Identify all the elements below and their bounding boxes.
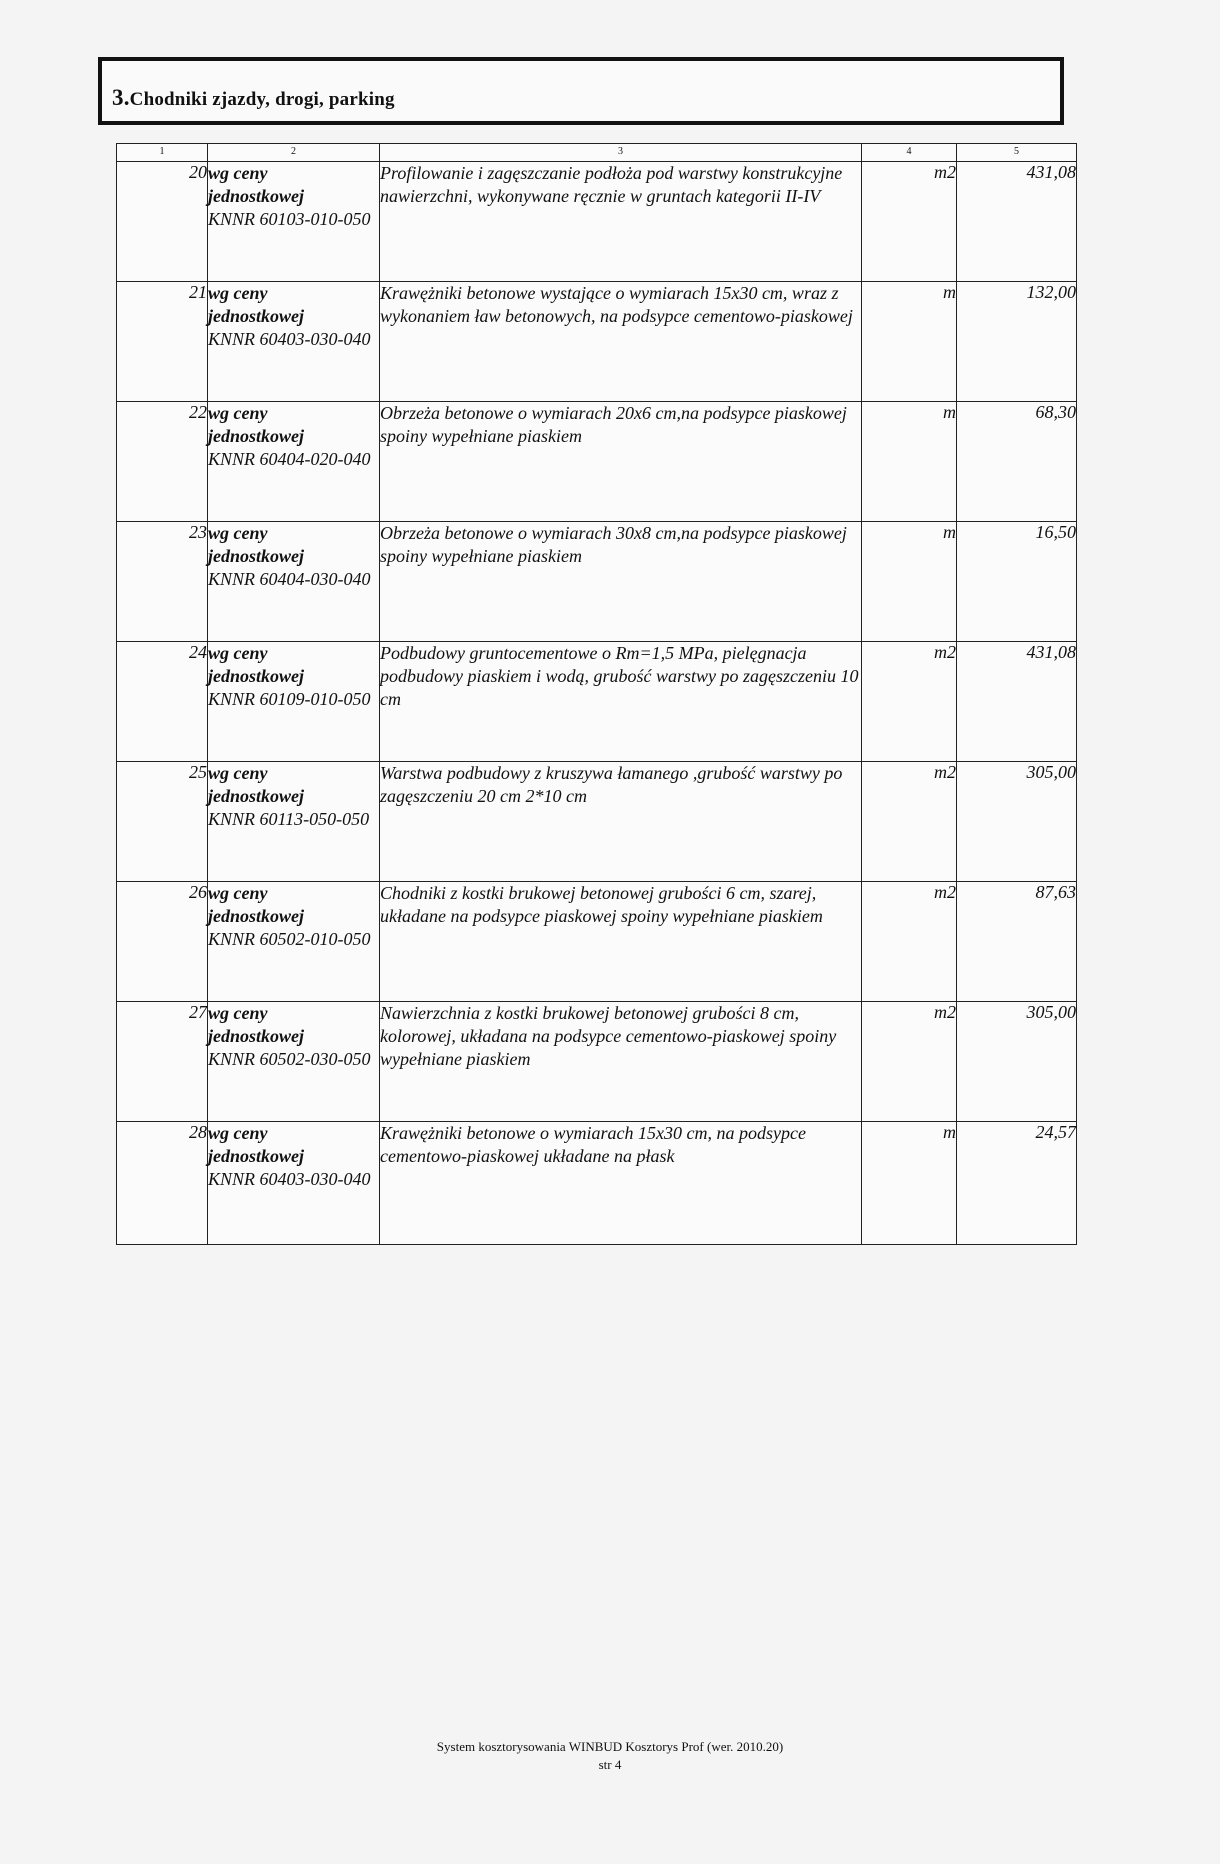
price-basis <box>208 1122 380 1245</box>
item-description: Krawężniki betonowe wystające o wymiarach 15x30 cm, wraz z wykonaniem ław betonowych, na podsypce cementowo-piaskowej <box>380 282 862 402</box>
footer-software-name: System kosztorysowania WINBUD Kosztorys Prof (wer. 2010.20) <box>436 1739 784 1754</box>
price-basis-line2: jednostkowej <box>208 546 305 566</box>
table-header-row <box>117 144 1077 162</box>
unit: m <box>862 522 957 642</box>
header-col-2: 2 <box>208 144 380 162</box>
item-description: Profilowanie i zagęszczanie podłoża pod warstwy konstrukcyjne nawierzchni, wykonywane ręcznie w gruntach kategorii II-IV <box>380 162 862 282</box>
price-basis <box>208 882 380 1002</box>
price-basis-line1: wg ceny <box>208 523 268 543</box>
section-title-box <box>98 57 1064 125</box>
item-description: Warstwa podbudowy z kruszywa łamanego ,grubość warstwy po zagęszczeniu 20 cm 2*10 cm <box>380 762 862 882</box>
section-title-text: Chodniki zjazdy, drogi, parking <box>129 89 395 110</box>
quantity: 305,00 <box>957 762 1077 882</box>
price-basis-code: KNNR 60404-020-040 <box>208 449 371 469</box>
quantity: 431,08 <box>957 162 1077 282</box>
quantity: 87,63 <box>957 882 1077 1002</box>
footer-page-number: str 4 <box>598 1757 622 1772</box>
price-basis <box>208 282 380 402</box>
unit: m2 <box>862 162 957 282</box>
unit: m2 <box>862 882 957 1002</box>
table-row <box>117 162 1077 282</box>
price-basis <box>208 402 380 522</box>
price-basis-code: KNNR 60403-030-040 <box>208 1169 371 1189</box>
item-description: Podbudowy gruntocementowe o Rm=1,5 MPa, pielęgnacja podbudowy piaskiem i wodą, grubość warstwy po zagęszczeniu 10 cm <box>380 642 862 762</box>
item-number: 26 <box>117 882 208 1002</box>
quantity: 132,00 <box>957 282 1077 402</box>
item-description: Obrzeża betonowe o wymiarach 30x8 cm,na podsypce piaskowej spoiny wypełniane piaskiem <box>380 522 862 642</box>
price-basis-line2: jednostkowej <box>208 186 305 206</box>
price-basis-line1: wg ceny <box>208 643 268 663</box>
unit: m <box>862 402 957 522</box>
item-number: 23 <box>117 522 208 642</box>
cost-estimate-table <box>116 143 1077 1245</box>
price-basis-code: KNNR 60103-010-050 <box>208 209 371 229</box>
price-basis-code: KNNR 60404-030-040 <box>208 569 371 589</box>
price-basis-line2: jednostkowej <box>208 1146 305 1166</box>
unit: m2 <box>862 1002 957 1122</box>
item-number: 27 <box>117 1002 208 1122</box>
price-basis-line1: wg ceny <box>208 1003 268 1023</box>
price-basis-code: KNNR 60502-010-050 <box>208 929 371 949</box>
item-number: 28 <box>117 1122 208 1245</box>
price-basis-line1: wg ceny <box>208 283 268 303</box>
price-basis-line2: jednostkowej <box>208 426 305 446</box>
price-basis-line1: wg ceny <box>208 163 268 183</box>
table-row <box>117 402 1077 522</box>
price-basis-line2: jednostkowej <box>208 1026 305 1046</box>
quantity: 431,08 <box>957 642 1077 762</box>
item-description: Krawężniki betonowe o wymiarach 15x30 cm, na podsypce cementowo-piaskowej układane na płask <box>380 1122 862 1245</box>
price-basis <box>208 162 380 282</box>
table-row <box>117 642 1077 762</box>
header-col-3: 3 <box>380 144 862 162</box>
unit: m2 <box>862 762 957 882</box>
price-basis-line1: wg ceny <box>208 883 268 903</box>
table-row <box>117 882 1077 1002</box>
item-description: Chodniki z kostki brukowej betonowej grubości 6 cm, szarej, układane na podsypce piaskowej spoiny wypełniane piaskiem <box>380 882 862 1002</box>
quantity: 68,30 <box>957 402 1077 522</box>
header-col-5: 5 <box>957 144 1077 162</box>
section-title <box>112 85 395 111</box>
price-basis <box>208 1002 380 1122</box>
price-basis-code: KNNR 60403-030-040 <box>208 329 371 349</box>
table-row <box>117 762 1077 882</box>
price-basis-line1: wg ceny <box>208 763 268 783</box>
table-row <box>117 522 1077 642</box>
item-number: 24 <box>117 642 208 762</box>
section-number: 3. <box>112 85 130 110</box>
item-number: 25 <box>117 762 208 882</box>
price-basis-line2: jednostkowej <box>208 666 305 686</box>
unit: m <box>862 1122 957 1245</box>
item-number: 21 <box>117 282 208 402</box>
price-basis-line1: wg ceny <box>208 403 268 423</box>
price-basis <box>208 522 380 642</box>
price-basis-line2: jednostkowej <box>208 786 305 806</box>
price-basis <box>208 642 380 762</box>
item-description: Obrzeża betonowe o wymiarach 20x6 cm,na podsypce piaskowej spoiny wypełniane piaskiem <box>380 402 862 522</box>
price-basis-code: KNNR 60109-010-050 <box>208 689 371 709</box>
quantity: 24,57 <box>957 1122 1077 1245</box>
table-row <box>117 282 1077 402</box>
price-basis-code: KNNR 60502-030-050 <box>208 1049 371 1069</box>
item-description: Nawierzchnia z kostki brukowej betonowej grubości 8 cm, kolorowej, układana na podsypce cementowo-piaskowej spoiny wypełniane piaskiem <box>380 1002 862 1122</box>
header-col-4: 4 <box>862 144 957 162</box>
price-basis-line2: jednostkowej <box>208 306 305 326</box>
price-basis-line1: wg ceny <box>208 1123 268 1143</box>
price-basis <box>208 762 380 882</box>
item-number: 20 <box>117 162 208 282</box>
header-col-1: 1 <box>117 144 208 162</box>
price-basis-code: KNNR 60113-050-050 <box>208 809 370 829</box>
unit: m <box>862 282 957 402</box>
unit: m2 <box>862 642 957 762</box>
item-number: 22 <box>117 402 208 522</box>
quantity: 16,50 <box>957 522 1077 642</box>
table-row <box>117 1122 1077 1245</box>
table-row <box>117 1002 1077 1122</box>
price-basis-line2: jednostkowej <box>208 906 305 926</box>
quantity: 305,00 <box>957 1002 1077 1122</box>
